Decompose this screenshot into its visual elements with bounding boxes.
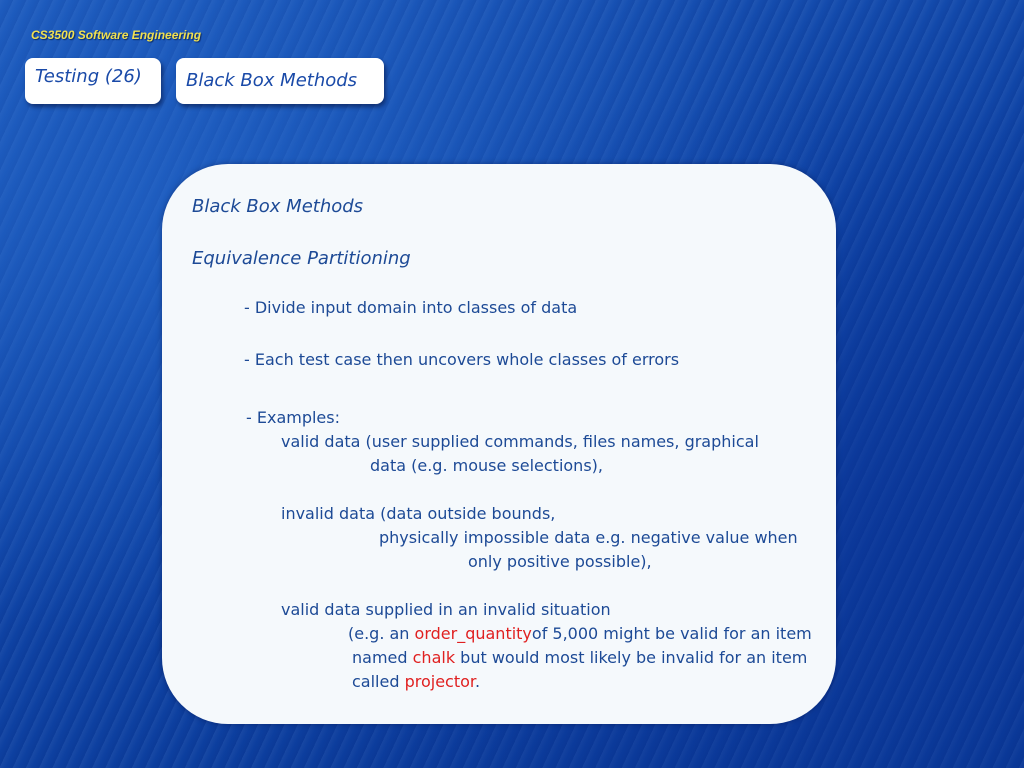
content-card	[162, 164, 836, 724]
slide-section-label: Testing (26)	[35, 66, 142, 87]
highlight-order-quantity: order_quantity	[414, 624, 532, 643]
text-segment: called	[352, 672, 405, 691]
text-segment: but would most likely be invalid for an item	[455, 648, 808, 667]
example-situation-line4	[352, 672, 480, 691]
bullet-each-test: - Each test case then uncovers whole classes of errors	[244, 350, 680, 369]
example-invalid-line3: only positive possible),	[468, 552, 652, 571]
example-valid-line1: valid data (user supplied commands, files names, graphical	[281, 432, 759, 451]
example-situation-line2	[348, 624, 812, 643]
card-heading: Black Box Methods	[192, 196, 364, 217]
highlight-chalk: chalk	[412, 648, 456, 667]
highlight-projector: projector	[404, 672, 476, 691]
text-segment: of 5,000 might be valid for an item	[531, 624, 812, 643]
slide-section-tab	[25, 58, 161, 104]
text-segment: .	[475, 672, 481, 691]
example-invalid-line2: physically impossible data e.g. negative value when	[379, 528, 798, 547]
example-invalid-line1: invalid data (data outside bounds,	[281, 504, 556, 523]
course-title: CS3500 Software Engineering	[31, 28, 202, 42]
bullet-divide: - Divide input domain into classes of data	[244, 298, 578, 317]
slide-topic-tab	[176, 58, 384, 104]
example-valid-line2: data (e.g. mouse selections),	[370, 456, 603, 475]
example-situation-line3	[352, 648, 807, 667]
text-segment: named	[352, 648, 413, 667]
examples-label: - Examples:	[246, 408, 340, 427]
example-situation-line1: valid data supplied in an invalid situation	[281, 600, 611, 619]
slide-topic-label: Black Box Methods	[186, 70, 358, 91]
card-subheading: Equivalence Partitioning	[192, 248, 411, 269]
text-segment: (e.g. an	[348, 624, 415, 643]
